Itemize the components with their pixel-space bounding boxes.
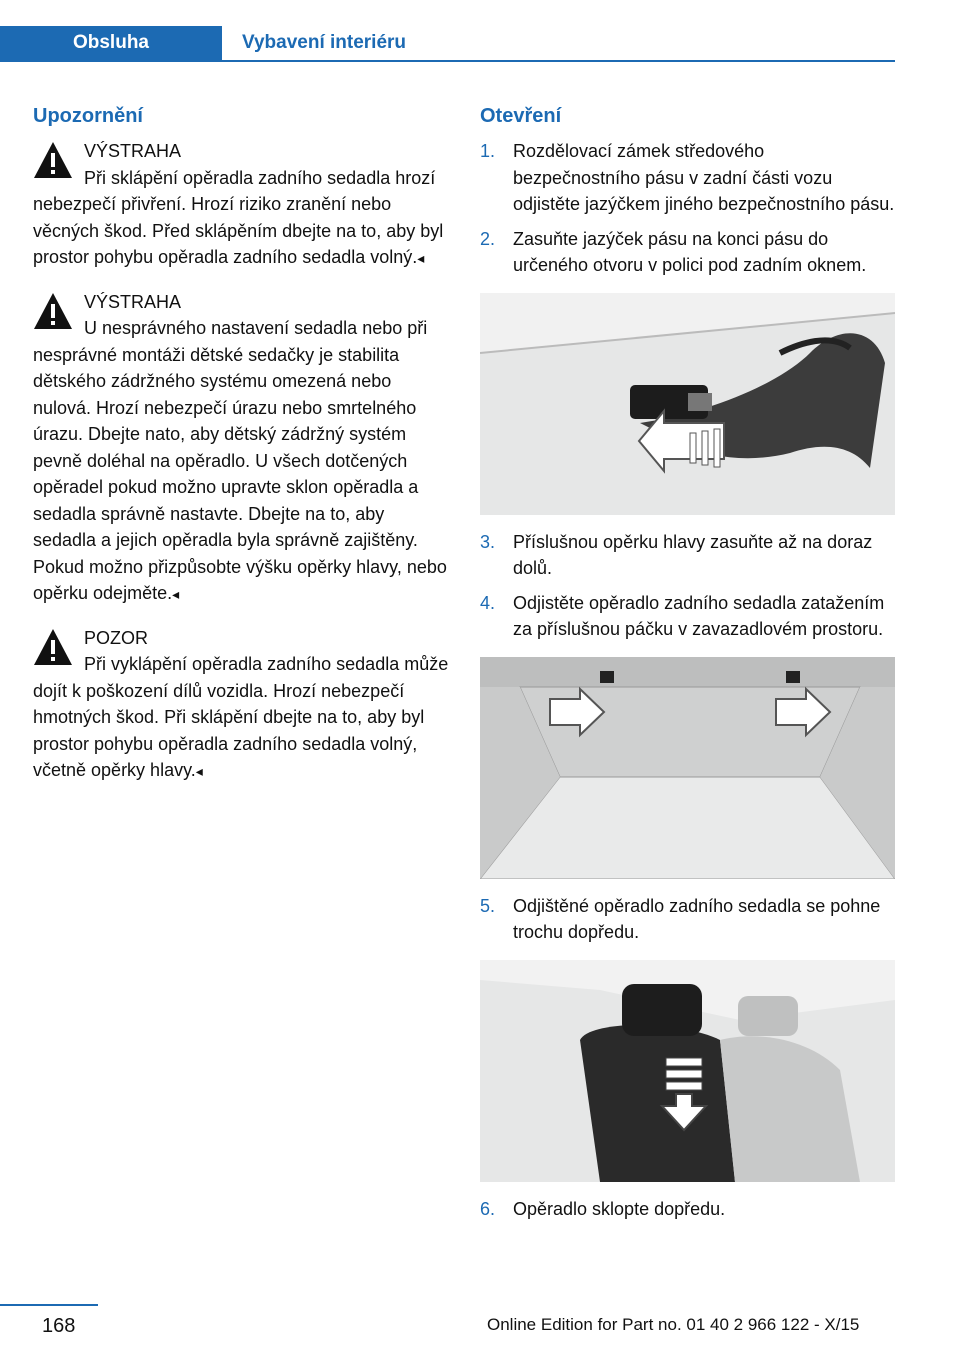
warning-text: U nesprávného nastavení sedadla nebo při nesprávné montáži dětské sedačky je stabilita dětského zádržného systému omezená nebo nulová. Hrozí nebezpečí úrazu nebo smrtelného úrazu. Dbejte nato, aby dětský zádržný systém pevně doléhal na opěradlo. U všech dotčených opěradel pokud možno upravte sklon opěradla a sedadla správně nastavte. Dbejte na to, aby sedadla a jejich opěradla byla správně zajištěny. Pokud možno přizpůsobte výšku opěrky hlavy, nebo opěrku odejměte. — [33, 318, 447, 603]
step-number: 3. — [480, 531, 496, 552]
step-text: Odjištěné opěradlo zadního sedadla se pohne trochu dopředu. — [513, 895, 881, 942]
step-item — [480, 138, 896, 218]
caution-heading: POZOR — [84, 627, 149, 648]
header-tabs — [0, 26, 406, 60]
warning-block-2 — [33, 289, 449, 608]
step-text: Příslušnou opěrku hlavy zasuňte až na doraz dolů. — [513, 531, 873, 578]
end-mark: ◂ — [417, 250, 425, 266]
step-number: 6. — [480, 1198, 496, 1219]
warning-block-3 — [33, 625, 449, 785]
step-text: Opěradlo sklopte dopředu. — [513, 1198, 726, 1219]
tab-vybaveni-interieru[interactable]: Vybavení interiéru — [242, 32, 407, 53]
warning-triangle-icon — [33, 627, 73, 667]
step-text: Odjistěte opěradlo zadního sedadla zatažením za příslušnou páčku v zavazadlovém prostoru. — [513, 592, 885, 639]
step-number: 5. — [480, 895, 496, 916]
step-number: 2. — [480, 228, 496, 249]
right-column — [480, 102, 896, 1230]
warning-heading: VÝSTRAHA — [84, 141, 182, 161]
edition-text: Online Edition for Part no. 01 40 2 966 122 - X/15 — [487, 1315, 860, 1334]
section-title-upozorneni: Upozornění — [33, 105, 143, 127]
warning-heading: VÝSTRAHA — [84, 291, 182, 312]
warning-text: Při sklápění opěradla zadního sedadla hrozí nebezpečí přivření. Hrozí riziko zranění nebo věcných škod. Před sklápěním dbejte na to, aby byl prostor pohybu opěradla zadního sedadla volný. — [33, 167, 444, 267]
header-divider — [0, 60, 895, 62]
illustration-belt-tongue — [480, 293, 895, 515]
step-number: 4. — [480, 592, 496, 613]
steps-list — [480, 138, 896, 1222]
illustration-seat-backrest — [480, 960, 895, 1182]
step-item — [480, 529, 896, 582]
caution-text: Při vyklápění opěradla zadního sedadla může dojít k poškození dílů vozidla. Hrozí nebezpečí hmotných škod. Při sklápění dbejte na to, aby byl prostor pohybu opěradla zadního sedadla volný, včetně opěrky hlavy. — [33, 654, 449, 780]
section-title-otevreni: Otevření — [480, 105, 562, 127]
step-text: Zasuňte jazýček pásu na konci pásu do určeného otvoru v polici pod zadním oknem. — [513, 228, 867, 275]
warning-triangle-icon — [33, 291, 73, 331]
step-item — [480, 1196, 896, 1223]
step-item — [480, 590, 896, 643]
footer-divider — [0, 1304, 98, 1306]
illustration-trunk-levers — [480, 657, 895, 879]
end-mark: ◂ — [195, 763, 203, 779]
warning-block-1 — [33, 138, 449, 272]
step-item — [480, 226, 896, 279]
left-column — [33, 102, 449, 802]
step-number: 1. — [480, 141, 496, 161]
warning-triangle-icon — [33, 140, 73, 180]
step-text: Rozdělovací zámek středového bezpečnostního pásu v zadní části vozu odjistěte jazýčkem jiného bezpečnostního pásu. — [513, 141, 895, 214]
end-mark: ◂ — [172, 586, 180, 602]
page-number: 168 — [42, 1315, 76, 1337]
step-item — [480, 893, 896, 946]
tab-obsluha[interactable]: Obsluha — [0, 26, 222, 60]
